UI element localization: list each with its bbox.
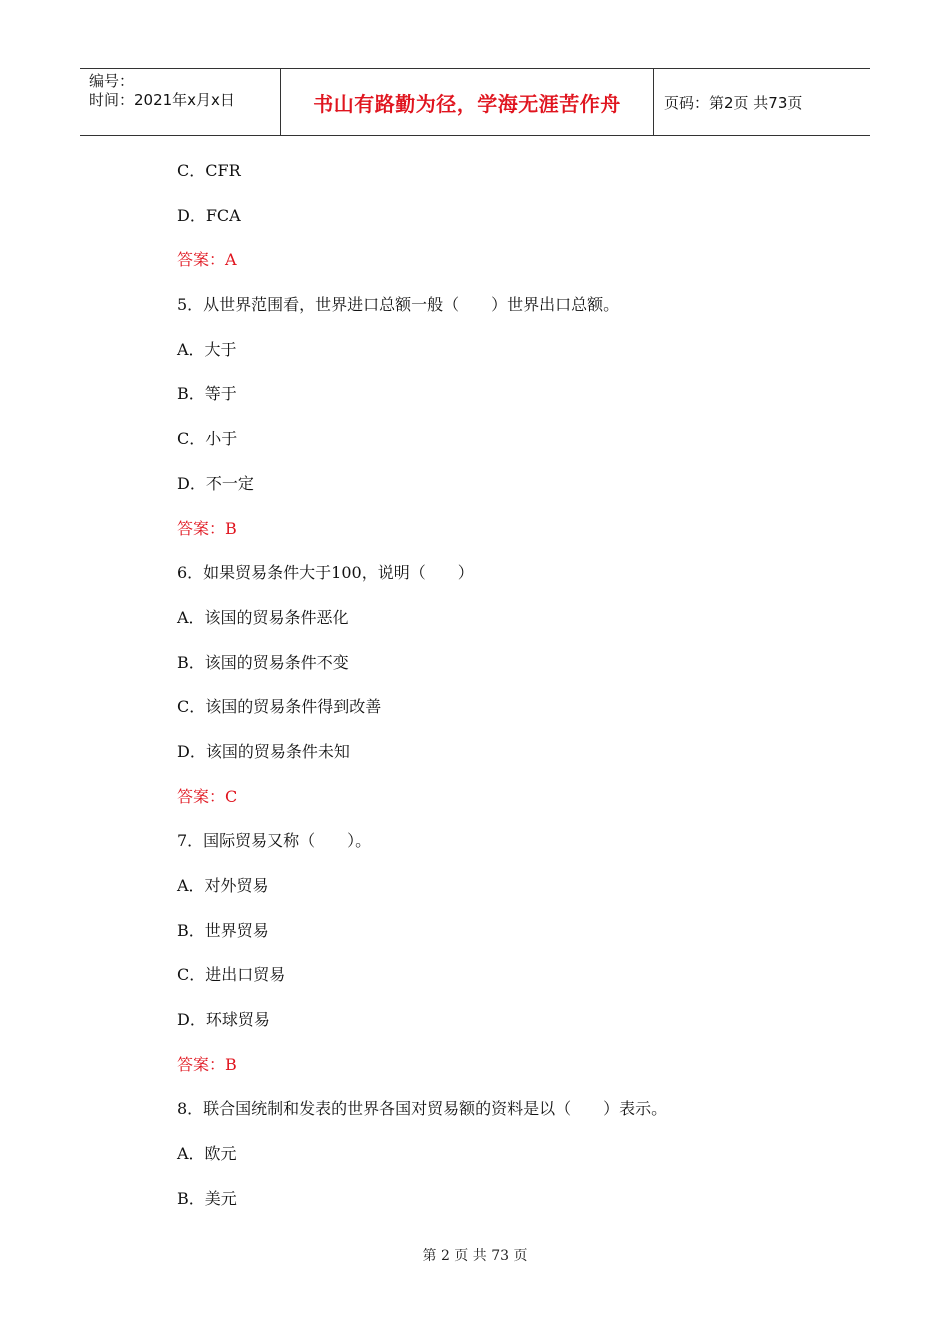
- answer-line: 答案：B: [177, 1054, 237, 1074]
- answer-line: 答案：A: [177, 250, 237, 270]
- option-line: D．环球贸易: [177, 1010, 270, 1030]
- question-line: 8．联合国统制和发表的世界各国对贸易额的资料是以（ ）表示。: [177, 1099, 668, 1119]
- option-line: A．欧元: [177, 1144, 237, 1164]
- answer-line: 答案：C: [177, 786, 238, 806]
- header-motto: 书山有路勤为径，学海无涯苦作舟: [281, 69, 654, 135]
- page-header: [80, 68, 870, 136]
- option-line: D．不一定: [177, 473, 254, 493]
- page-footer: 第 2 页 共 73 页: [422, 1248, 528, 1264]
- option-line: A．该国的贸易条件恶化: [177, 607, 349, 627]
- answer-line: 答案：B: [177, 518, 237, 538]
- option-line: B．美元: [177, 1188, 237, 1208]
- option-line: D．该国的贸易条件未知: [177, 741, 350, 761]
- option-line: D．FCA: [177, 205, 241, 225]
- option-line: B．等于: [177, 384, 237, 404]
- option-line: B．该国的贸易条件不变: [177, 652, 349, 672]
- document-code-label: 编号：: [89, 72, 135, 90]
- option-line: B．世界贸易: [177, 920, 269, 940]
- question-content: [177, 158, 857, 1231]
- document-date-label: 时间：2021年x月x日: [89, 91, 235, 109]
- option-line: A．对外贸易: [177, 876, 269, 895]
- option-line: C．进出口贸易: [177, 965, 286, 985]
- option-line: A．大于: [177, 339, 237, 359]
- option-line: C．CFR: [177, 161, 241, 180]
- question-line: 6．如果贸易条件大于100，说明（ ）: [177, 563, 474, 583]
- header-page-info: 页码：第2页 共73页: [664, 93, 803, 112]
- option-line: C．该国的贸易条件得到改善: [177, 697, 382, 717]
- option-line: C．小于: [177, 429, 238, 449]
- header-meta: [80, 69, 281, 135]
- question-line: 5．从世界范围看，世界进口总额一般（ ）世界出口总额。: [177, 295, 620, 315]
- question-line: 7．国际贸易又称（ ）。: [177, 831, 372, 851]
